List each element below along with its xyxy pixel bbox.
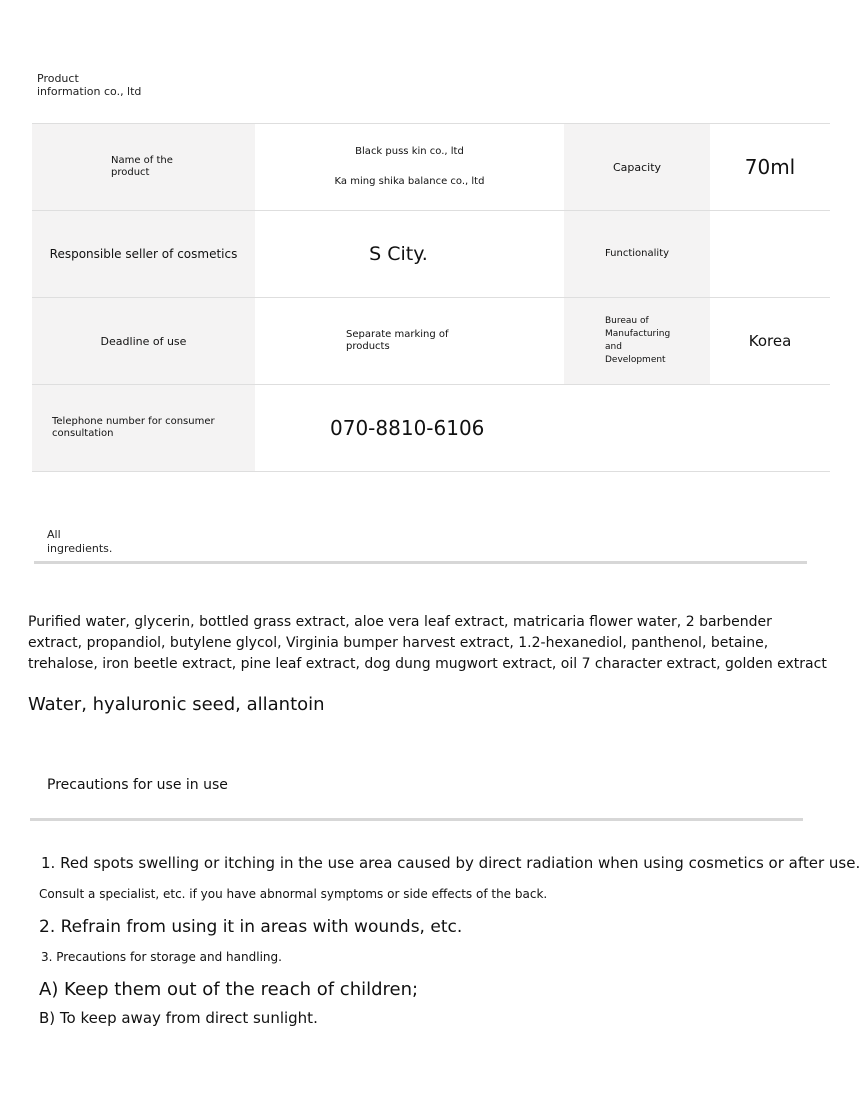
ingredients-text: Purified water, glycerin, bottled grass extract, aloe vera leaf extract, matricaria flower water, 2 barbender extract, propandiol, butylene glycol, Virginia bumper harvest extract, 1.2-hexanediol, panthenol, betaine, trehalose, iron beetle extract, pine leaf extract, dog dung mugwort extract, oil 7 character extract, golden extract xyxy=(28,614,827,672)
seller-value-cell xyxy=(255,211,564,297)
empty-cell xyxy=(564,385,710,471)
deadline-label: Deadline of use xyxy=(100,334,187,348)
precautions-heading: Precautions for use in use xyxy=(47,777,228,793)
seller-value: S City. xyxy=(369,243,428,265)
capacity-value: 70ml xyxy=(744,155,796,179)
ingredients-text-secondary: Water, hyaluronic seed, allantoin xyxy=(28,694,325,715)
product-info-table xyxy=(32,123,830,472)
product-name-value-cell xyxy=(255,124,564,210)
product-name-value-line2: Ka ming shika balance co., ltd xyxy=(334,176,485,187)
telephone-value: 070-8810-6106 xyxy=(330,416,485,440)
seller-label-cell xyxy=(32,211,255,297)
deadline-value-cell xyxy=(255,298,564,384)
table-row xyxy=(32,211,830,298)
product-info-heading xyxy=(37,72,141,98)
product-name-label-line2: product xyxy=(111,167,150,178)
product-name-label-cell xyxy=(32,124,255,210)
telephone-label-line1: Telephone number for consumer xyxy=(52,416,215,427)
precaution-item-1: 1. Red spots swelling or itching in the use area caused by direct radiation when using cosmetics or after use. xyxy=(41,854,860,872)
precaution-item-3a: A) Keep them out of the reach of children; xyxy=(39,979,419,1000)
functionality-value-cell xyxy=(710,211,830,297)
table-row xyxy=(32,298,830,385)
functionality-label-cell xyxy=(564,211,710,297)
precaution-item-1-note: Consult a specialist, etc. if you have abnormal symptoms or side effects of the back. xyxy=(39,887,548,901)
table-row xyxy=(32,385,830,472)
ingredients-heading-line2: ingredients. xyxy=(47,542,113,555)
seller-label: Responsible seller of cosmetics xyxy=(49,247,238,261)
product-name-value-line1: Black puss kin co., ltd xyxy=(355,146,464,157)
manufacturer-label-cell xyxy=(564,298,710,384)
telephone-label-cell xyxy=(32,385,255,471)
manufacturer-label-line2: Manufacturing xyxy=(605,329,671,339)
manufacturer-value: Korea xyxy=(748,332,792,350)
precaution-item-3b: B) To keep away from direct sunlight. xyxy=(39,1009,318,1027)
ingredients-divider xyxy=(34,561,807,564)
deadline-value-line2: products xyxy=(346,341,390,352)
telephone-value-cell xyxy=(255,385,564,471)
deadline-value-line1: Separate marking of xyxy=(346,329,449,340)
table-row xyxy=(32,124,830,211)
deadline-label-cell xyxy=(32,298,255,384)
manufacturer-label-line4: Development xyxy=(605,355,666,365)
ingredients-heading xyxy=(47,528,112,556)
precaution-item-3: 3. Precautions for storage and handling. xyxy=(41,950,282,964)
telephone-label-line2: consultation xyxy=(52,428,114,439)
functionality-label: Functionality xyxy=(604,248,670,259)
capacity-label: Capacity xyxy=(612,160,662,174)
ingredients-heading-line1: All xyxy=(47,528,61,541)
manufacturer-value-cell xyxy=(710,298,830,384)
product-info-heading-line2: information co., ltd xyxy=(37,85,142,98)
product-info-heading-line1: Product xyxy=(37,72,79,85)
manufacturer-label-line3: and xyxy=(605,342,622,352)
product-name-label-line1: Name of the xyxy=(111,155,173,166)
capacity-value-cell xyxy=(710,124,830,210)
empty-cell xyxy=(710,385,830,471)
precaution-item-2: 2. Refrain from using it in areas with wounds, etc. xyxy=(39,917,463,937)
capacity-label-cell xyxy=(564,124,710,210)
precautions-divider xyxy=(30,818,803,821)
manufacturer-label-line1: Bureau of xyxy=(605,316,649,326)
